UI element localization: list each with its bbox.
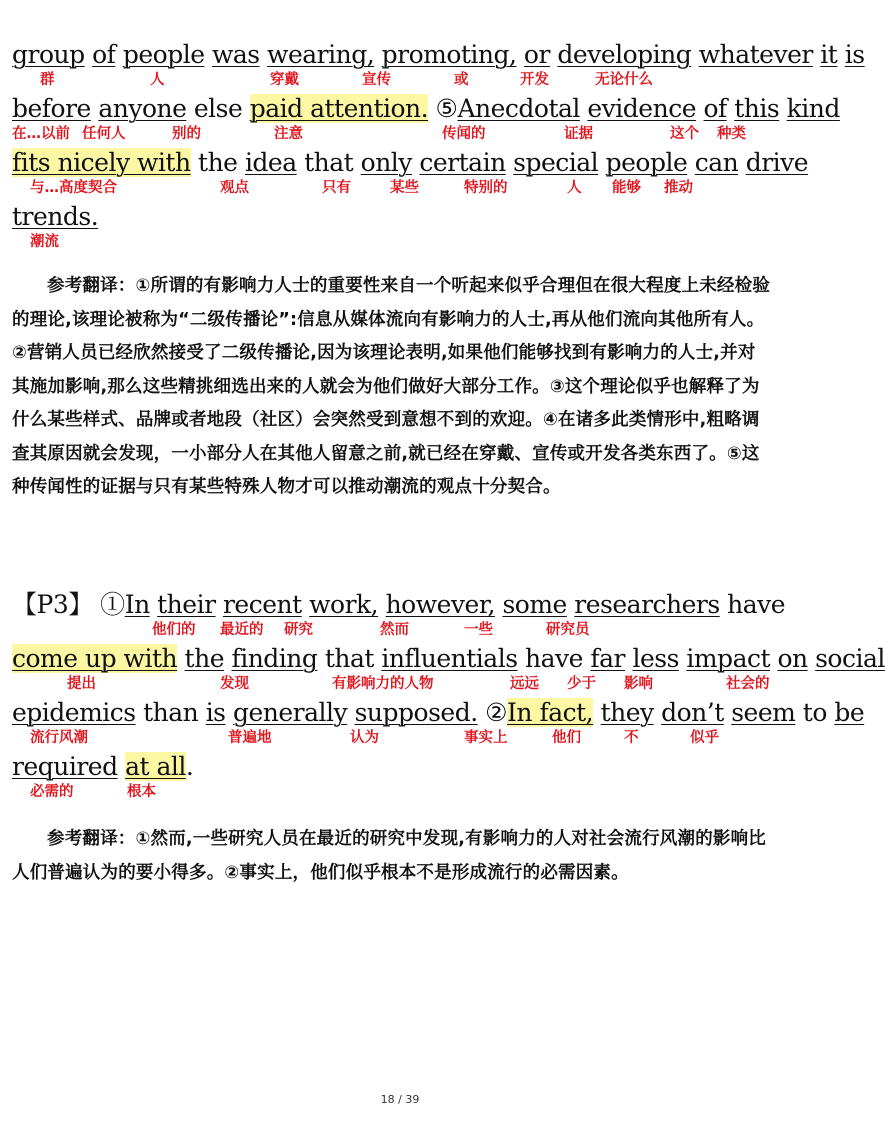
english-word — [136, 698, 143, 727]
english-word: the — [184, 644, 224, 673]
english-line — [12, 94, 840, 124]
chinese-gloss: 有影响力的人物 — [332, 676, 434, 692]
english-word — [226, 698, 233, 727]
english-word: whatever — [698, 40, 813, 69]
chinese-gloss: 只有 — [322, 180, 351, 196]
english-word: idea — [244, 148, 297, 177]
english-line — [12, 752, 193, 782]
chinese-gloss: 似乎 — [690, 730, 719, 746]
chinese-gloss: 不 — [624, 730, 639, 746]
chinese-gloss: 社会的 — [726, 676, 770, 692]
english-word — [260, 40, 267, 69]
chinese-gloss: 开发 — [520, 72, 549, 88]
chinese-gloss: 少于 — [567, 676, 596, 692]
english-word: the — [198, 148, 238, 177]
english-word: ⑤ — [428, 94, 458, 123]
reference-translation-p3: 参考翻译：①然而,一些研究人员在最近的研究中发现,有影响力的人对社会流行风潮的影响比人们普遍认为的要小得多。②事实上，他们似乎根本不是形成流行的必需因素。 — [12, 829, 767, 883]
english-word — [115, 40, 122, 69]
english-line — [12, 202, 98, 232]
english-word — [779, 94, 786, 123]
english-word — [738, 148, 745, 177]
english-word: was — [211, 40, 260, 69]
english-word: . — [185, 752, 194, 781]
chinese-gloss: 观点 — [220, 180, 249, 196]
chinese-gloss: 人 — [567, 180, 582, 196]
english-word: some — [502, 590, 567, 619]
english-word: or — [523, 40, 550, 69]
highlighted-phrase: come up with — [12, 644, 178, 673]
english-line — [12, 590, 785, 620]
chinese-gloss: 一些 — [464, 622, 493, 638]
english-word: developing — [557, 40, 692, 69]
english-word: to — [802, 698, 827, 727]
english-line — [12, 698, 864, 728]
chinese-gloss: 事实上 — [464, 730, 508, 746]
english-word: else — [193, 94, 243, 123]
chinese-gloss: 种类 — [717, 126, 746, 142]
passage-line — [12, 590, 788, 644]
english-word: special — [513, 148, 599, 177]
english-word: kind — [786, 94, 840, 123]
chinese-gloss: 影响 — [624, 676, 653, 692]
chinese-gloss: 研究员 — [546, 622, 590, 638]
english-word — [795, 698, 802, 727]
english-word: recent — [222, 590, 302, 619]
english-word: that — [324, 644, 374, 673]
english-word — [191, 148, 198, 177]
english-word — [302, 590, 309, 619]
chinese-gloss: 与…高度契合 — [30, 180, 117, 196]
english-word: be — [834, 698, 865, 727]
english-word: evidence — [587, 94, 696, 123]
chinese-gloss: 任何人 — [82, 126, 126, 142]
highlighted-phrase: In fact, — [507, 698, 594, 727]
chinese-gloss: 群 — [40, 72, 55, 88]
chinese-gloss: 他们 — [552, 730, 581, 746]
english-word — [516, 40, 523, 69]
english-word — [378, 590, 385, 619]
english-word: researchers — [574, 590, 720, 619]
english-word — [118, 752, 125, 781]
chinese-gloss: 提出 — [67, 676, 96, 692]
english-word: wearing, — [267, 40, 375, 69]
english-word — [687, 148, 694, 177]
chinese-gloss: 某些 — [390, 180, 419, 196]
english-word: supposed. — [354, 698, 478, 727]
english-word: of — [92, 40, 116, 69]
chinese-gloss: 流行风潮 — [30, 730, 88, 746]
reference-translation-p2: 参考翻译：①所谓的有影响力人士的重要性来自一个听起来似乎合理但在很大程度上未经检验的理论,该理论被称为“二级传播论”:信息从媒体流向有影响力的人士,再从他们流向其他所有人。②营销人员已经欣然接受了二级传播论,因为该理论表明,如果他们能够找到有影响力的人士,并对其施加影响,那么这些精挑细选出来的人就会为他们做好大部分工作。③这个理论似乎也解释了为什么某些样式、品牌或者地段（社区）会突然受到意想不到的欢迎。④在诸多此类情形中,粗略调查其原因就会发现，一小部分人在其他人留意之前,就已经在穿戴、宣传或开发各类东西了。⑤这种传闻性的证据与只有某些特殊人物才可以推动潮流的观点十分契合。 — [12, 276, 771, 497]
chinese-gloss: 发现 — [220, 676, 249, 692]
english-word: less — [632, 644, 679, 673]
english-word: epidemics — [12, 698, 136, 727]
english-word: they — [600, 698, 654, 727]
english-word: required — [12, 752, 118, 781]
passage-line — [12, 698, 865, 752]
english-word: 【P3】 ① — [12, 590, 125, 619]
english-word — [654, 698, 661, 727]
annotated-passage-p3 — [12, 590, 885, 806]
english-word — [177, 644, 184, 673]
chinese-gloss: 他们的 — [152, 622, 196, 638]
english-word: certain — [419, 148, 506, 177]
chinese-gloss: 注意 — [274, 126, 303, 142]
english-word: is — [205, 698, 226, 727]
english-word: on — [777, 644, 808, 673]
english-word — [598, 148, 605, 177]
passage-line — [12, 94, 840, 148]
english-word — [150, 590, 157, 619]
english-word: only — [360, 148, 412, 177]
english-word: far — [590, 644, 625, 673]
english-word: before — [12, 94, 91, 123]
english-line — [12, 40, 865, 70]
chinese-gloss: 研究 — [284, 622, 313, 638]
english-word: promoting, — [381, 40, 517, 69]
english-word: finding — [231, 644, 318, 673]
chinese-gloss: 普遍地 — [228, 730, 272, 746]
english-word: of — [703, 94, 727, 123]
english-word — [186, 94, 193, 123]
chinese-gloss: 这个 — [670, 126, 699, 142]
chinese-gloss: 证据 — [564, 126, 593, 142]
english-word — [593, 698, 600, 727]
english-word: their — [157, 590, 216, 619]
english-word: In — [124, 590, 150, 619]
chinese-gloss: 传闻的 — [442, 126, 486, 142]
english-word: can — [694, 148, 739, 177]
english-word — [198, 698, 205, 727]
highlighted-phrase: paid attention. — [249, 94, 429, 123]
english-word: don’t — [661, 698, 724, 727]
english-word: drive — [745, 148, 809, 177]
chinese-gloss: 最近的 — [220, 622, 264, 638]
english-word: generally — [232, 698, 348, 727]
english-word — [374, 40, 381, 69]
english-word: influentials — [381, 644, 518, 673]
english-word: people — [605, 148, 688, 177]
english-word — [297, 148, 304, 177]
english-word: anyone — [98, 94, 187, 123]
english-line — [12, 148, 808, 178]
chinese-gloss: 推动 — [664, 180, 693, 196]
chinese-gloss: 远远 — [510, 676, 539, 692]
english-line — [12, 644, 885, 674]
chinese-gloss: 无论什么 — [595, 72, 653, 88]
english-word: group — [12, 40, 85, 69]
english-word — [837, 40, 844, 69]
english-word: work, — [309, 590, 379, 619]
english-word — [216, 590, 223, 619]
english-word — [85, 40, 92, 69]
annotated-passage-p2 — [12, 40, 865, 256]
chinese-gloss: 在…以前 — [12, 126, 70, 142]
english-word: this — [734, 94, 780, 123]
chinese-gloss: 宣传 — [362, 72, 391, 88]
passage-line — [12, 148, 809, 202]
page-number: 18 / 39 — [380, 1093, 420, 1106]
chinese-gloss: 别的 — [172, 126, 201, 142]
chinese-gloss: 特别的 — [464, 180, 508, 196]
passage-line — [12, 202, 788, 256]
highlighted-phrase: at all — [125, 752, 186, 781]
english-word: people — [122, 40, 205, 69]
english-word: however, — [385, 590, 495, 619]
chinese-gloss: 潮流 — [30, 234, 59, 250]
english-word — [518, 644, 525, 673]
english-word — [353, 148, 360, 177]
english-word: impact — [686, 644, 771, 673]
english-word: seem — [731, 698, 796, 727]
english-word: have — [727, 590, 786, 619]
chinese-gloss: 必需的 — [30, 784, 74, 800]
english-word: social — [815, 644, 885, 673]
english-word — [347, 698, 354, 727]
english-word — [691, 40, 698, 69]
english-word: ② — [477, 698, 508, 727]
english-word — [808, 644, 815, 673]
english-word: that — [304, 148, 354, 177]
english-word: it — [820, 40, 838, 69]
chinese-gloss: 或 — [454, 72, 469, 88]
english-word: is — [844, 40, 865, 69]
highlighted-phrase: fits nicely with — [12, 148, 191, 177]
chinese-gloss: 能够 — [612, 180, 641, 196]
english-word — [317, 644, 324, 673]
chinese-gloss: 认为 — [350, 730, 379, 746]
english-word — [205, 40, 212, 69]
english-word — [242, 94, 249, 123]
passage-line — [12, 752, 788, 806]
chinese-gloss: 人 — [150, 72, 165, 88]
english-word: have — [525, 644, 583, 673]
english-word — [237, 148, 244, 177]
passage-line — [12, 40, 865, 94]
english-word: Anecdotal — [457, 94, 580, 123]
english-word: than — [143, 698, 199, 727]
english-word: trends. — [12, 202, 99, 231]
passage-line — [12, 644, 885, 698]
chinese-gloss: 然而 — [380, 622, 409, 638]
chinese-gloss: 根本 — [127, 784, 156, 800]
chinese-gloss: 穿戴 — [270, 72, 299, 88]
